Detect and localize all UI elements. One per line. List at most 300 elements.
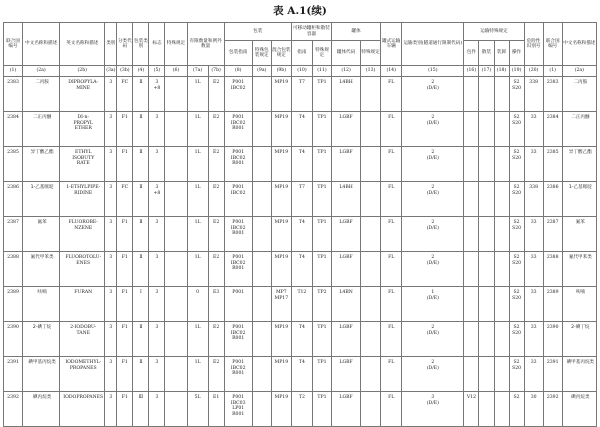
- cell-line: IBC02: [230, 120, 246, 126]
- en-name-cell: [60, 147, 105, 182]
- cell-line: IBC02: [230, 330, 246, 336]
- operation-cell: [509, 357, 524, 392]
- bulk-cell: [479, 217, 494, 252]
- labels-cell: [149, 322, 165, 357]
- hazard-id-cell: 30: [524, 392, 543, 427]
- cell-line: 2: [431, 150, 435, 155]
- un-number-right-cell: 2386: [543, 182, 562, 217]
- tank-special-2-cell: [361, 252, 381, 287]
- special-packing-cell: [252, 77, 271, 112]
- en-name-cell: [60, 217, 105, 252]
- class-code-cell: F1: [117, 357, 133, 392]
- tank-instructions-cell: T4: [291, 112, 312, 147]
- tank-instructions-cell: T12: [291, 287, 312, 322]
- un-number-cell: 2386: [4, 182, 23, 217]
- cell-line: S20: [512, 365, 522, 371]
- cell-line: S2: [513, 220, 520, 225]
- tank-code-cell: L4BH: [332, 182, 361, 217]
- column-number: (15): [402, 66, 464, 77]
- page-title: 表 A.1(续): [273, 5, 327, 17]
- labels-cell: [149, 392, 165, 427]
- cell-line: RATE: [76, 161, 90, 166]
- bulk-cell: [479, 252, 494, 287]
- cn-name-cell: 碘甲基丙烷类: [23, 357, 60, 392]
- hazard-id-cell: 33: [524, 112, 543, 147]
- tank-special-cell: TP1: [312, 322, 331, 357]
- cell-line: S2: [513, 80, 520, 85]
- header-cn-name: 中文名称和描述: [23, 23, 60, 66]
- header-packages: 包件: [464, 41, 479, 66]
- hazard-id-cell: 33: [524, 322, 543, 357]
- cell-line: S2: [513, 325, 520, 330]
- header-transport-category: 运输类别(隧道通行限制代码): [402, 23, 464, 66]
- tank-special-cell: TP1: [312, 112, 331, 147]
- vehicle-tank-cell: FL: [381, 322, 402, 357]
- hazard-id-cell: 33: [524, 287, 543, 322]
- tank-special-2-cell: [361, 287, 381, 322]
- labels-cell: [149, 252, 165, 287]
- cell-line: S20: [512, 120, 522, 126]
- operation-cell: [509, 392, 524, 427]
- operation-cell: [509, 287, 524, 322]
- mixed-packing-cell: MP19: [271, 217, 291, 252]
- cell-line: (D/E): [426, 330, 439, 336]
- cell-line: DIPROPYLA-: [68, 80, 99, 85]
- cell-line: (D/E): [426, 225, 439, 231]
- mixed-packing-cell: [271, 287, 291, 322]
- header-packing-group: 包装类别: [133, 23, 149, 66]
- cell-line: (D/E): [426, 120, 439, 126]
- class-cell: 3: [105, 322, 117, 357]
- cell-line: S2: [513, 360, 520, 365]
- special-packing-cell: [252, 182, 271, 217]
- cell-line: 2: [431, 360, 435, 365]
- class-code-cell: F1: [117, 287, 133, 322]
- cell-line: P001: [232, 80, 245, 85]
- cn-name-cell: 1-乙基哌啶: [23, 182, 60, 217]
- packages-cell: [464, 112, 479, 147]
- cell-line: 1: [431, 290, 435, 295]
- special-provisions-cell: [165, 322, 187, 357]
- column-number: (1): [4, 66, 23, 77]
- packing-instructions-cell: [224, 322, 252, 357]
- header-vehicle-tank: 罐式运输车辆: [381, 23, 402, 66]
- packing-instructions-cell: [224, 217, 252, 252]
- transport-category-cell: [402, 112, 464, 147]
- operation-cell: [509, 322, 524, 357]
- column-number: (7b): [208, 66, 224, 77]
- packing-instructions-cell: [224, 287, 252, 322]
- loading-cell: [494, 112, 509, 147]
- cell-line: R001: [232, 126, 245, 131]
- cell-line: 2: [431, 325, 435, 330]
- cn-name-right-cell: 氟苯: [562, 217, 596, 252]
- cell-line: ETHER: [74, 126, 92, 131]
- header-tank-instructions: 指南: [291, 41, 312, 66]
- cell-line: (D/E): [426, 190, 439, 196]
- cell-line: 3: [155, 360, 159, 365]
- cell-line: 3: [155, 220, 159, 225]
- special-packing-cell: [252, 322, 271, 357]
- cn-name-cell: 氟苯: [23, 217, 60, 252]
- class-code-cell: F1: [117, 217, 133, 252]
- class-cell: 3: [105, 182, 117, 217]
- cell-line: 2: [431, 80, 435, 85]
- packing-group-cell: Ⅱ: [133, 217, 149, 252]
- loading-cell: [494, 77, 509, 112]
- header-tank-special-2: 特殊规定: [361, 41, 381, 66]
- packages-cell: [464, 182, 479, 217]
- cell-line: ISOBUTY: [72, 155, 95, 161]
- column-number: (2b): [60, 66, 105, 77]
- cell-line: IBC02: [230, 365, 246, 371]
- packages-cell: [464, 147, 479, 182]
- cell-line: NZENE: [74, 225, 93, 231]
- special-packing-cell: [252, 147, 271, 182]
- header-un-no-right: 联合国编号: [543, 23, 562, 66]
- excepted-quantity-cell: E2: [208, 322, 224, 357]
- packages-cell: [464, 357, 479, 392]
- cell-line: (D/E): [426, 155, 439, 161]
- labels-cell: [149, 357, 165, 392]
- special-provisions-cell: [165, 182, 187, 217]
- cn-name-right-cell: 二丙胺: [562, 77, 596, 112]
- hazard-id-cell: 33: [524, 252, 543, 287]
- limited-quantity-cell: 1L: [187, 322, 208, 357]
- cell-line: MP7: [275, 290, 287, 295]
- bulk-cell: [479, 392, 494, 427]
- column-number: (14): [381, 66, 402, 77]
- tank-special-cell: TP1: [312, 182, 331, 217]
- vehicle-tank-cell: FL: [381, 112, 402, 147]
- class-code-cell: F1: [117, 147, 133, 182]
- tank-instructions-cell: T7: [291, 182, 312, 217]
- cell-line: S20: [512, 225, 522, 231]
- special-provisions-cell: [165, 112, 187, 147]
- cell-line: S2: [513, 395, 520, 400]
- loading-cell: [494, 252, 509, 287]
- packing-instructions-cell: [224, 357, 252, 392]
- column-number: (16): [464, 66, 479, 77]
- hazard-id-cell: 338: [524, 77, 543, 112]
- cell-line: R001: [232, 231, 245, 236]
- en-name-cell: [60, 252, 105, 287]
- operation-cell: [509, 182, 524, 217]
- cell-line: 3: [155, 255, 159, 260]
- cell-line: (D/E): [426, 400, 439, 406]
- mixed-packing-cell: MP19: [271, 182, 291, 217]
- table-row: [4, 252, 597, 287]
- operation-cell: [509, 77, 524, 112]
- cell-line: S20: [512, 330, 522, 336]
- class-code-cell: F1: [117, 392, 133, 427]
- tank-special-2-cell: [361, 392, 381, 427]
- header-un-no: 联合国编号: [4, 23, 23, 66]
- packing-instructions-cell: [224, 392, 252, 427]
- un-number-right-cell: 2384: [543, 112, 562, 147]
- mixed-packing-cell: MP19: [271, 77, 291, 112]
- hazard-id-cell: 33: [524, 357, 543, 392]
- tank-special-cell: TP1: [312, 217, 331, 252]
- cell-line: 2-IODOBU-: [70, 325, 97, 330]
- cell-line: +8: [153, 190, 161, 196]
- cell-line: TANE: [76, 330, 90, 336]
- table-row: [4, 147, 597, 182]
- class-cell: 3: [105, 217, 117, 252]
- header-bulk: 散装: [479, 41, 494, 66]
- class-cell: 3: [105, 287, 117, 322]
- tank-instructions-cell: T4: [291, 217, 312, 252]
- cell-line: MP17: [274, 295, 289, 301]
- column-number: (5): [149, 66, 165, 77]
- cell-line: (D/E): [426, 85, 439, 91]
- loading-cell: [494, 392, 509, 427]
- tank-code-cell: LGBF: [332, 252, 361, 287]
- mixed-packing-cell: MP19: [271, 252, 291, 287]
- labels-cell: [149, 147, 165, 182]
- cn-name-right-cell: 异丁酸乙酯: [562, 147, 596, 182]
- bulk-cell: [479, 322, 494, 357]
- cell-line: 3: [155, 325, 159, 330]
- packages-cell: [464, 287, 479, 322]
- packages-cell: [464, 322, 479, 357]
- table-row: [4, 77, 597, 112]
- un-number-cell: 2383: [4, 77, 23, 112]
- tank-special-cell: TP1: [312, 147, 331, 182]
- header-tank-code: 罐体代码: [332, 41, 361, 66]
- packing-group-cell: Ⅱ: [133, 112, 149, 147]
- mixed-packing-cell: MP19: [271, 112, 291, 147]
- header-special-transport: 运输特殊规定: [464, 23, 524, 41]
- tank-special-2-cell: [361, 357, 381, 392]
- table-row: [4, 392, 597, 427]
- cell-line: S20: [512, 155, 522, 161]
- class-cell: 3: [105, 357, 117, 392]
- column-number: (3b): [117, 66, 133, 77]
- un-number-right-cell: 2387: [543, 217, 562, 252]
- tank-special-2-cell: [361, 112, 381, 147]
- cell-line: PROPYL: [73, 120, 93, 126]
- cell-line: IODOPROPANES: [63, 395, 104, 400]
- cell-line: RIDINE: [74, 190, 93, 196]
- packages-cell: [464, 217, 479, 252]
- en-name-cell: [60, 77, 105, 112]
- cell-line: R001: [232, 266, 245, 271]
- mixed-packing-cell: MP19: [271, 322, 291, 357]
- header-hazard-id: 危险性识别号: [524, 23, 543, 66]
- transport-category-cell: [402, 392, 464, 427]
- cn-name-right-cell: 碘甲基丙烷类: [562, 357, 596, 392]
- class-code-cell: F1: [117, 322, 133, 357]
- cell-line: R001: [232, 411, 245, 417]
- cn-name-right-cell: 呋喃: [562, 287, 596, 322]
- tank-instructions-cell: T4: [291, 322, 312, 357]
- special-packing-cell: [252, 392, 271, 427]
- cn-name-right-cell: 1-乙基哌啶: [562, 182, 596, 217]
- packing-group-cell: Ⅱ: [133, 182, 149, 217]
- cell-line: P001: [232, 360, 245, 365]
- tank-special-2-cell: [361, 217, 381, 252]
- en-name-cell: [60, 322, 105, 357]
- en-name-cell: [60, 112, 105, 147]
- tank-special-cell: TP1: [312, 252, 331, 287]
- column-number: (6): [165, 66, 187, 77]
- cell-line: S2: [513, 255, 520, 260]
- vehicle-tank-cell: FL: [381, 147, 402, 182]
- cell-line: S20: [512, 190, 522, 196]
- excepted-quantity-cell: E1: [208, 392, 224, 427]
- column-number: (11): [312, 66, 331, 77]
- cell-line: S2: [513, 115, 520, 120]
- cell-line: 3: [431, 395, 435, 400]
- tank-special-cell: TP1: [312, 357, 331, 392]
- limited-quantity-cell: 1L: [187, 147, 208, 182]
- packing-group-cell: Ⅱ: [133, 322, 149, 357]
- labels-cell: [149, 287, 165, 322]
- packing-instructions-cell: [224, 252, 252, 287]
- cn-name-cell: 二丙胺: [23, 77, 60, 112]
- special-provisions-cell: [165, 392, 187, 427]
- table-row: [4, 357, 597, 392]
- cell-line: 3: [155, 185, 159, 190]
- packing-group-cell: Ⅱ: [133, 147, 149, 182]
- packing-instructions-cell: [224, 77, 252, 112]
- vehicle-tank-cell: FL: [381, 357, 402, 392]
- cell-line: P001: [232, 150, 245, 155]
- cn-name-cell: 碘丙烷类: [23, 392, 60, 427]
- un-number-right-cell: 2388: [543, 252, 562, 287]
- packing-group-cell: Ⅱ: [133, 77, 149, 112]
- cell-line: ETHYL: [74, 150, 92, 155]
- header-en-name: 英文名称和描述: [60, 23, 105, 66]
- tank-special-2-cell: [361, 147, 381, 182]
- cell-line: +8: [153, 85, 161, 91]
- mixed-packing-cell: MP19: [271, 147, 291, 182]
- hazard-id-cell: 33: [524, 147, 543, 182]
- cell-line: (D/E): [426, 295, 439, 301]
- class-code-cell: F1: [117, 252, 133, 287]
- packages-cell: [464, 77, 479, 112]
- tank-instructions-cell: T4: [291, 147, 312, 182]
- header-class-code: 分类代码: [117, 23, 133, 66]
- transport-category-cell: [402, 77, 464, 112]
- packing-instructions-cell: [224, 112, 252, 147]
- excepted-quantity-cell: E2: [208, 77, 224, 112]
- operation-cell: [509, 147, 524, 182]
- cell-line: 3: [155, 150, 159, 155]
- excepted-quantity-cell: E2: [208, 147, 224, 182]
- bulk-cell: [479, 182, 494, 217]
- column-number: (2a): [23, 66, 60, 77]
- column-number: (4): [133, 66, 149, 77]
- cell-line: 3: [155, 395, 159, 400]
- header-operation: 操作: [509, 41, 524, 66]
- cell-line: R001: [232, 161, 245, 166]
- header-cn-name-right: 中文名称和描述: [562, 23, 596, 66]
- vehicle-tank-cell: FL: [381, 392, 402, 427]
- limited-quantity-cell: 1L: [187, 77, 208, 112]
- tank-instructions-cell: T2: [291, 392, 312, 427]
- column-number: (1): [543, 66, 562, 77]
- cell-line: IBC02: [230, 190, 246, 196]
- column-number: (9b): [271, 66, 291, 77]
- tank-code-cell: L4BH: [332, 77, 361, 112]
- packing-group-cell: Ⅱ: [133, 357, 149, 392]
- loading-cell: [494, 322, 509, 357]
- cn-name-cell: 氟代甲苯类: [23, 252, 60, 287]
- loading-cell: [494, 147, 509, 182]
- excepted-quantity-cell: E2: [208, 357, 224, 392]
- packing-group-cell: Ⅲ: [133, 392, 149, 427]
- cell-line: MINE: [76, 85, 91, 91]
- column-number-row: [4, 66, 597, 77]
- cell-line: 2: [431, 255, 435, 260]
- cell-line: R001: [232, 371, 245, 376]
- column-number: (19): [509, 66, 524, 77]
- column-number: (7a): [187, 66, 208, 77]
- en-name-cell: [60, 287, 105, 322]
- un-number-cell: 2388: [4, 252, 23, 287]
- bulk-cell: [479, 147, 494, 182]
- limited-quantity-cell: 1L: [187, 357, 208, 392]
- tank-instructions-cell: T4: [291, 252, 312, 287]
- tank-special-cell: TP1: [312, 77, 331, 112]
- un-number-cell: 2389: [4, 287, 23, 322]
- header-special-provisions: 特殊规定: [165, 23, 187, 66]
- header-portable-tanks: 可移动罐柜和散装容器: [291, 23, 331, 41]
- transport-category-cell: [402, 217, 464, 252]
- special-packing-cell: [252, 252, 271, 287]
- cell-line: S20: [512, 260, 522, 266]
- tank-code-cell: LGBF: [332, 357, 361, 392]
- cn-name-right-cell: 碘丙烷类: [562, 392, 596, 427]
- un-number-right-cell: 2389: [543, 287, 562, 322]
- cn-name-cell: 2-碘丁烷: [23, 322, 60, 357]
- bulk-cell: [479, 287, 494, 322]
- transport-category-cell: [402, 147, 464, 182]
- un-number-right-cell: 2392: [543, 392, 562, 427]
- transport-category-cell: [402, 322, 464, 357]
- cell-line: LP01: [232, 406, 245, 411]
- class-cell: 3: [105, 147, 117, 182]
- table-row: [4, 322, 597, 357]
- tank-code-cell: LGBF: [332, 147, 361, 182]
- column-number: (20): [524, 66, 543, 77]
- class-code-cell: FC: [117, 182, 133, 217]
- tank-special-2-cell: [361, 182, 381, 217]
- packages-cell: V12: [464, 392, 479, 427]
- loading-cell: [494, 357, 509, 392]
- cell-line: IODOMETHYL-: [65, 360, 102, 365]
- limited-quantity-cell: 1L: [187, 112, 208, 147]
- mixed-packing-cell: MP19: [271, 357, 291, 392]
- cell-line: 2: [431, 115, 435, 120]
- excepted-quantity-cell: E2: [208, 112, 224, 147]
- cell-line: P001: [232, 185, 245, 190]
- special-packing-cell: [252, 357, 271, 392]
- vehicle-tank-cell: FL: [381, 252, 402, 287]
- class-cell: 3: [105, 77, 117, 112]
- excepted-quantity-cell: E2: [208, 182, 224, 217]
- header-packing-instructions: 包装指南: [224, 41, 252, 66]
- limited-quantity-cell: 1L: [187, 252, 208, 287]
- cell-line: P001: [232, 255, 245, 260]
- labels-cell: [149, 182, 165, 217]
- mixed-packing-cell: MP19: [271, 392, 291, 427]
- cell-line: 3: [155, 290, 159, 295]
- un-number-right-cell: 2391: [543, 357, 562, 392]
- un-number-right-cell: 2383: [543, 77, 562, 112]
